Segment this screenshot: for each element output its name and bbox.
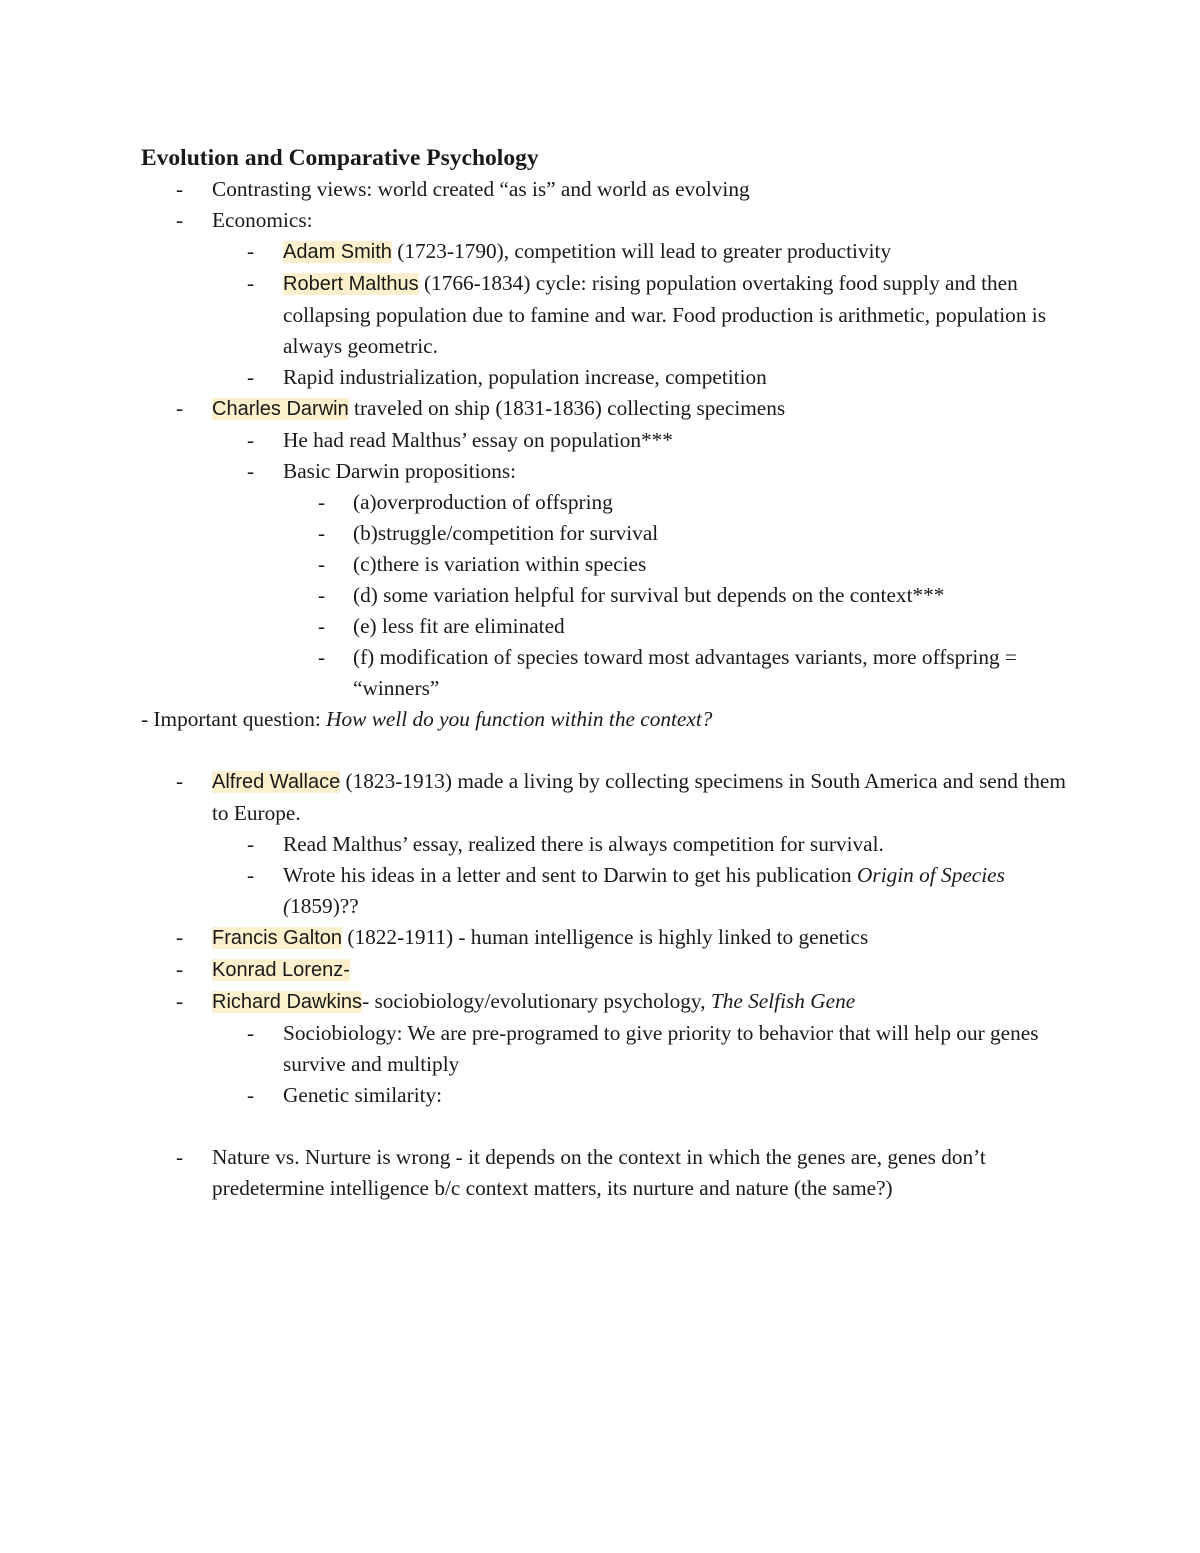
item-text: (a)overproduction of offspring — [353, 490, 613, 514]
highlighted-name: Adam Smith — [283, 241, 392, 263]
list-item — [141, 268, 1081, 362]
book-title: Origin of Species ( — [283, 863, 1005, 918]
item-text: Rapid industrialization, population increase, competition — [283, 365, 767, 389]
item-text: (1823-1913) made a living by collecting specimens in South America and send them to Europe. — [212, 769, 1066, 825]
list-item — [141, 860, 1081, 922]
bullet-dash: - — [176, 1145, 184, 1169]
bullet-dash: - — [176, 925, 184, 949]
list-item — [141, 580, 1081, 611]
notes-content — [141, 142, 1081, 1204]
bullet-dash: - — [247, 863, 255, 887]
list-item — [141, 1018, 1081, 1080]
item-text: (1822-1911) - human intelligence is highly linked to genetics — [342, 925, 869, 949]
bullet-dash: - — [247, 365, 255, 389]
item-text: Economics: — [212, 208, 313, 232]
bullet-dash: - — [247, 1083, 255, 1107]
list-item — [141, 954, 1081, 986]
list-item — [141, 174, 1081, 205]
item-text: (1766-1834) cycle: rising population overtaking food supply and then collapsing population due to famine and war. Food production is arithmetic, population is always geometric. — [283, 271, 1047, 358]
document-title: Evolution and Comparative Psychology — [141, 145, 539, 171]
bullet-dash: - — [176, 396, 184, 420]
bullet-dash: - — [176, 989, 184, 1013]
item-text: - — [343, 959, 350, 981]
item-text: traveled on ship (1831-1836) collecting specimens — [348, 396, 786, 420]
item-text: Wrote his ideas in a letter and sent to Darwin to get his publication — [283, 863, 858, 887]
list-item — [141, 393, 1081, 425]
question-text: How well do you function within the context? — [326, 707, 713, 731]
list-item — [141, 986, 1081, 1018]
list-item — [141, 829, 1081, 860]
item-text: (f) modification of species toward most advantages variants, more offspring = “winners” — [353, 645, 1017, 700]
item-text: Basic Darwin propositions: — [283, 459, 517, 483]
highlighted-name: Richard Dawkins — [212, 991, 363, 1013]
item-text: (c)there is variation within species — [353, 552, 647, 576]
list-item — [141, 362, 1081, 393]
list-item — [141, 766, 1081, 829]
list-item — [141, 642, 1081, 704]
list-item — [141, 487, 1081, 518]
item-text: - sociobiology/evolutionary psychology, — [362, 989, 711, 1013]
item-text: He had read Malthus’ essay on population*** — [283, 428, 673, 452]
bullet-dash: - — [176, 769, 184, 793]
list-item — [141, 549, 1081, 580]
bullet-dash: - — [176, 957, 184, 981]
item-text: Sociobiology: We are pre-programed to give priority to behavior that will help our genes survive and multiply — [283, 1021, 1039, 1076]
bullet-dash: - — [318, 614, 326, 638]
list-item — [141, 1080, 1081, 1111]
bullet-dash: - — [318, 490, 326, 514]
bullet-dash: - — [318, 645, 326, 669]
list-item — [141, 1142, 1081, 1204]
bullet-dash: - — [318, 552, 326, 576]
list-item — [141, 922, 1081, 954]
list-item — [141, 611, 1081, 642]
bullet-dash: - — [318, 583, 326, 607]
bullet-dash: - — [176, 177, 184, 201]
bullet-dash: - — [247, 1021, 255, 1045]
bullet-dash: - — [247, 459, 255, 483]
highlighted-name: Alfred Wallace — [212, 771, 341, 793]
important-question — [141, 704, 1081, 735]
bullet-dash: - — [247, 832, 255, 856]
list-item — [141, 518, 1081, 549]
list-item — [141, 236, 1081, 268]
item-text: 1859)?? — [290, 894, 359, 918]
bullet-dash: - — [176, 208, 184, 232]
highlighted-name: Francis Galton — [212, 927, 343, 949]
item-text: Nature vs. Nurture is wrong - it depends on the context in which the genes are, genes don’t predetermine intelligence b/c context matters, its nurture and nature (the same?) — [212, 1145, 986, 1200]
book-title: The Selfish Gene — [710, 989, 856, 1013]
list-item — [141, 456, 1081, 487]
bullet-dash: - — [247, 271, 255, 295]
item-text: Read Malthus’ essay, realized there is always competition for survival. — [283, 832, 884, 856]
question-prefix: - Important question: — [141, 707, 327, 731]
item-text: (b)struggle/competition for survival — [353, 521, 659, 545]
highlighted-name: Charles Darwin — [212, 398, 349, 420]
item-text: Contrasting views: world created “as is” and world as evolving — [212, 177, 750, 201]
list-item — [141, 425, 1081, 456]
highlighted-name: Robert Malthus — [283, 273, 419, 295]
blank-line — [141, 1111, 1081, 1142]
item-text: Genetic similarity: — [283, 1083, 443, 1107]
item-text: (1723-1790), competition will lead to greater productivity — [391, 239, 892, 263]
list-item — [141, 205, 1081, 236]
item-text: (e) less fit are eliminated — [353, 614, 565, 638]
highlighted-name: Konrad Lorenz — [212, 959, 344, 981]
bullet-dash: - — [247, 239, 255, 263]
bullet-dash: - — [247, 428, 255, 452]
bullet-dash: - — [318, 521, 326, 545]
blank-line — [141, 735, 1081, 766]
item-text: (d) some variation helpful for survival but depends on the context*** — [353, 583, 945, 607]
